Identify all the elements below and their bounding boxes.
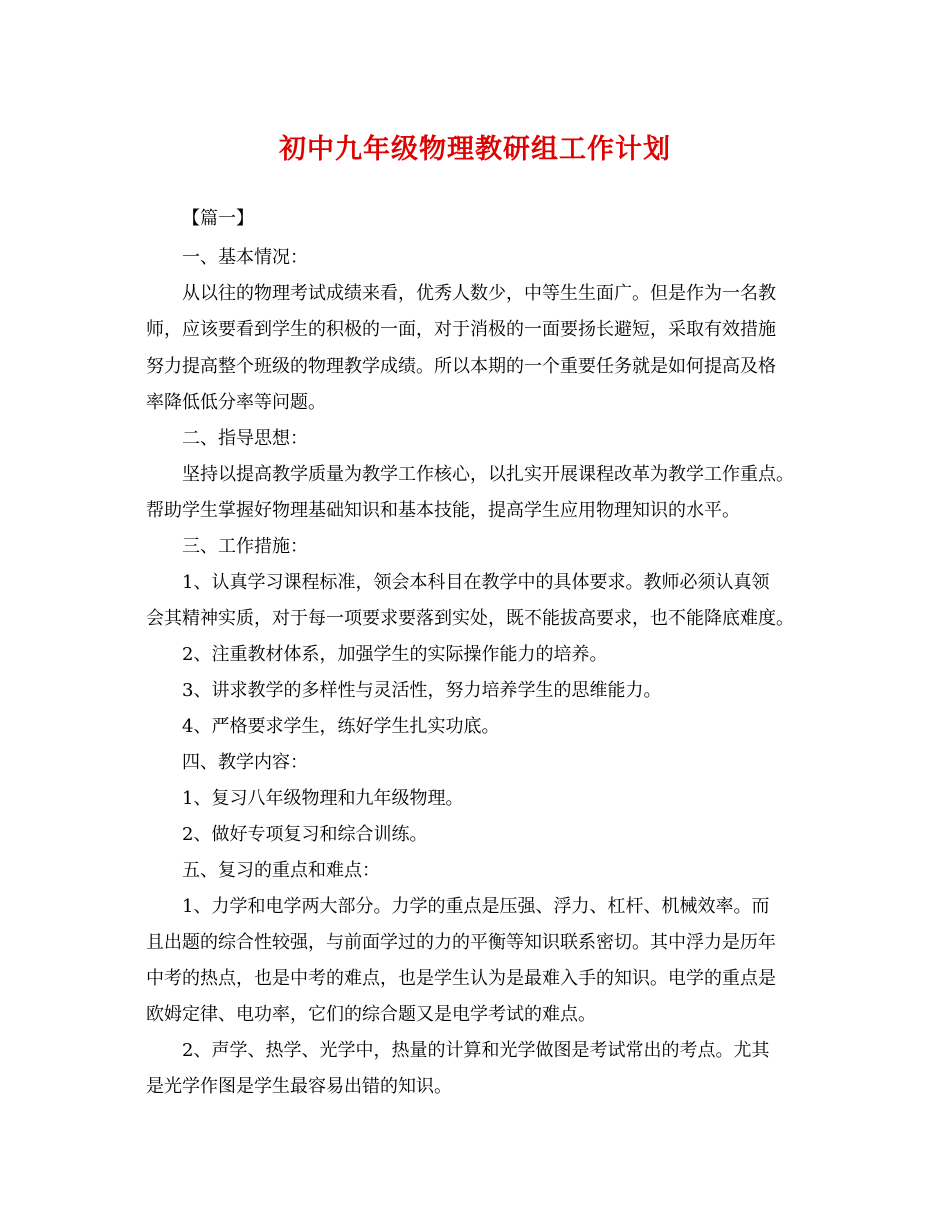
heading-guiding-thought: 二、指导思想： xyxy=(182,428,308,449)
heading-teaching-content: 四、教学内容： xyxy=(182,752,308,773)
list-item: 2、注重教材体系，加强学生的实际操作能力的培养。 xyxy=(182,644,608,665)
paragraph-line: 欧姆定律、电功率，它们的综合题又是电学考试的难点。 xyxy=(146,1004,596,1025)
list-item: 4、严格要求学生，练好学生扎实功底。 xyxy=(182,716,500,737)
paragraph-line: 会其精神实质，对于每一项要求要落到实处，既不能拔高要求，也不能降底难度。 xyxy=(146,608,794,629)
paragraph-line: 1、力学和电学两大部分。力学的重点是压强、浮力、杠杆、机械效率。而 xyxy=(182,896,770,917)
paragraph-line: 是光学作图是学生最容易出错的知识。 xyxy=(146,1076,452,1097)
document-title: 初中九年级物理教研组工作计划 xyxy=(279,134,671,165)
heading-key-points: 五、复习的重点和难点： xyxy=(182,860,380,881)
paragraph-line: 师，应该要看到学生的积极的一面，对于消极的一面要扬长避短，采取有效措施 xyxy=(146,319,776,340)
paragraph-line: 中考的热点，也是中考的难点，也是学生认为是最难入手的知识。电学的重点是 xyxy=(146,968,776,989)
paragraph-line: 从以往的物理考试成绩来看，优秀人数少，中等生生面广。但是作为一名教 xyxy=(182,283,776,304)
paragraph-line: 坚持以提高教学质量为教学工作核心，以扎实开展课程改革为教学工作重点。 xyxy=(182,464,794,485)
list-item: 1、复习八年级物理和九年级物理。 xyxy=(182,788,464,809)
heading-basic-situation: 一、基本情况： xyxy=(182,247,308,268)
list-item: 2、做好专项复习和综合训练。 xyxy=(182,824,428,845)
paragraph-line: 努力提高整个班级的物理教学成绩。所以本期的一个重要任务就是如何提高及格 xyxy=(146,356,776,377)
paragraph-line: 率降低低分率等问题。 xyxy=(146,392,326,413)
paragraph-line: 且出题的综合性较强，与前面学过的力的平衡等知识联系密切。其中浮力是历年 xyxy=(146,932,776,953)
section-label: 【篇一】 xyxy=(182,208,254,229)
paragraph-line: 帮助学生掌握好物理基础知识和基本技能，提高学生应用物理知识的水平。 xyxy=(146,500,740,521)
heading-work-measures: 三、工作措施： xyxy=(182,536,308,557)
list-item: 3、讲求教学的多样性与灵活性，努力培养学生的思维能力。 xyxy=(182,680,662,701)
paragraph-line: 2、声学、热学、光学中，热量的计算和光学做图是考试常出的考点。尤其 xyxy=(182,1040,770,1061)
paragraph-line: 1、认真学习课程标准，领会本科目在教学中的具体要求。教师必须认真领 xyxy=(182,572,770,593)
